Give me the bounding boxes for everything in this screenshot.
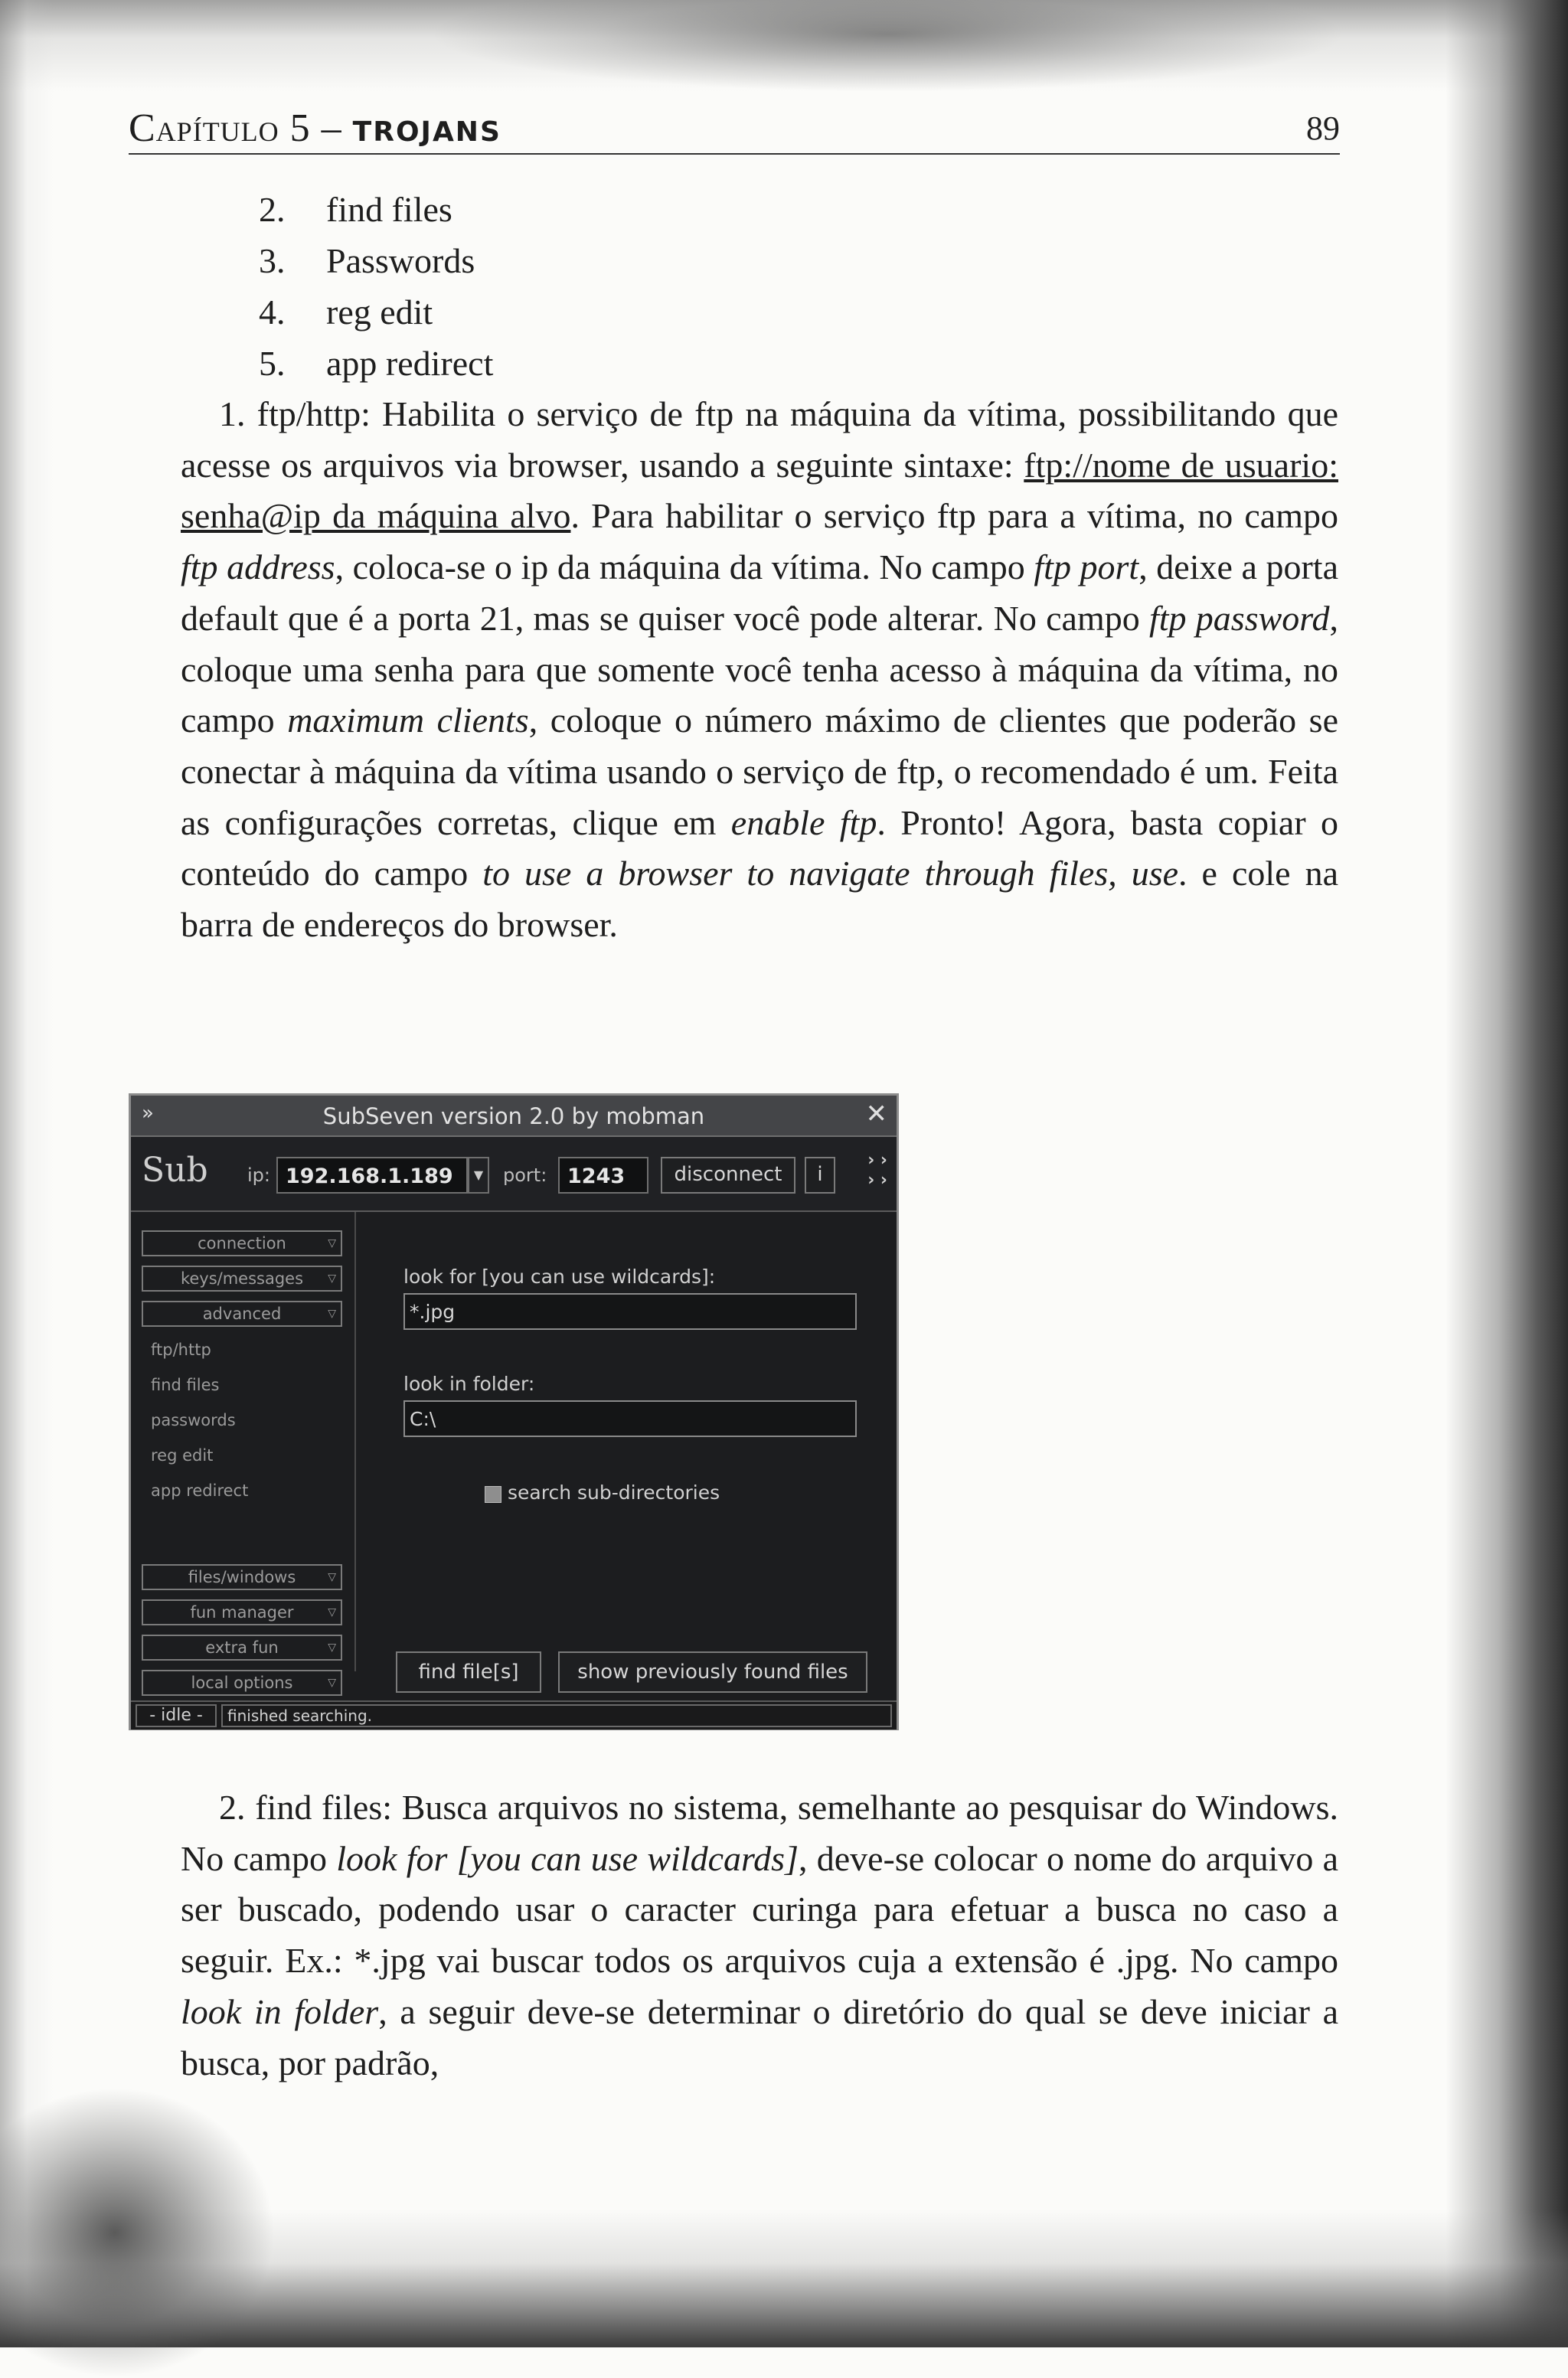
show-found-files-button[interactable]: show previously found files: [558, 1651, 867, 1693]
list-number: 2.: [259, 190, 286, 229]
sidebar-section-advanced[interactable]: advanced ▽: [142, 1301, 342, 1327]
chapter-prefix: Capítulo 5 –: [129, 106, 342, 150]
look-in-folder-label: look in folder:: [403, 1373, 535, 1395]
ip-input[interactable]: 192.168.1.189: [276, 1157, 468, 1194]
scan-shadow-right: [1446, 0, 1568, 2347]
running-header: [129, 106, 1340, 155]
port-label: port:: [503, 1165, 547, 1186]
paragraph-ftp-http: 1. ftp/http: Habilita o serviço de ftp na máquina da vítima, possibilitando que acesse os arquivos via browser, usando a seguinte sintaxe: ftp://nome de usuario: senha@ip da máquina alvo. Para habilitar o serviço ftp para a vítima, no campo ftp address, coloca-se o ip da máquina da vítima. No campo ftp port, deixe a porta default que é a porta 21, mas se quiser você pode alterar. No campo ftp password, coloque uma senha para que somente você tenha acesso à máquina da vítima, no campo maximum clients, coloque o número máximo de clientes que poderão se conectar à máquina da vítima usando o serviço de ftp, o recomendado é um. Feita as configurações corretas, clique em enable ftp. Pronto! Agora, basta copiar o conteúdo do campo to use a browser to navigate through files, use. e cole na barra de endereços do browser.: [181, 394, 1339, 945]
status-bar: [131, 1700, 897, 1730]
window-title: SubSeven version 2.0 by mobman: [322, 1103, 705, 1129]
scan-shadow-left: [0, 0, 54, 2347]
list-item: [259, 286, 493, 338]
page-number: 89: [1306, 109, 1340, 147]
port-input[interactable]: 1243: [558, 1157, 648, 1194]
info-button[interactable]: i: [805, 1157, 835, 1194]
look-for-input[interactable]: *.jpg: [403, 1293, 857, 1330]
sidebar-section-fun-manager[interactable]: fun manager ▽: [142, 1599, 342, 1625]
list-number: 3.: [259, 241, 286, 280]
ip-label: ip:: [247, 1165, 270, 1186]
connection-toolbar: [131, 1137, 897, 1212]
subseven-window: [129, 1093, 899, 1730]
status-message: finished searching.: [221, 1704, 892, 1727]
scan-smudge-top: [429, 0, 1348, 92]
sidebar-section-local-options[interactable]: local options ▽: [142, 1670, 342, 1696]
look-in-folder-input[interactable]: C:\: [403, 1400, 857, 1437]
sidebar-item-find-files[interactable]: find files: [151, 1376, 220, 1394]
chevron-icon[interactable]: »: [142, 1102, 154, 1125]
sidebar-item-passwords[interactable]: passwords: [151, 1411, 236, 1429]
status-idle: - idle -: [136, 1704, 217, 1727]
list-text: app redirect: [326, 344, 494, 383]
find-files-panel: [356, 1212, 897, 1684]
find-files-button[interactable]: find file[s]: [396, 1651, 541, 1693]
chapter-title: [129, 106, 501, 151]
list-text: find files: [326, 190, 452, 229]
sidebar-section-files-windows[interactable]: files/windows ▽: [142, 1564, 342, 1590]
disconnect-button[interactable]: disconnect: [661, 1157, 795, 1194]
scan-shadow-bottom: [0, 2210, 1568, 2347]
ftp-url: ftp://nome de usuario: senha@ip da máquina alvo: [181, 445, 1338, 536]
list-item: [259, 338, 493, 389]
list-number: 4.: [259, 292, 286, 332]
sidebar-section-keys-messages[interactable]: keys/messages ▽: [142, 1266, 342, 1292]
subseven-logo: Sub: [142, 1151, 208, 1190]
search-subdirectories-checkbox[interactable]: [485, 1486, 501, 1503]
window-titlebar: [131, 1096, 897, 1137]
list-item: [259, 184, 493, 235]
list-text: reg edit: [326, 292, 433, 332]
paragraph-find-files: 2. find files: Busca arquivos no sistema, semelhante ao pesquisar do Windows. No campo look for [you can use wildcards], deve-se colocar o nome do arquivo a ser buscado, podendo usar o caracter curinga para efetuar a busca no caso a seguir. Ex.: *.jpg vai buscar todos os arquivos cuja a extensão é .jpg. No campo look in folder, a seguir deve-se determinar o diretório do qual se deve iniciar a busca, por padrão,: [181, 1788, 1339, 2082]
look-for-label: look for [you can use wildcards]:: [403, 1266, 716, 1288]
sidebar-item-reg-edit[interactable]: reg edit: [151, 1446, 214, 1465]
sidebar-item-ftp-http[interactable]: ftp/http: [151, 1341, 211, 1359]
scan-smudge-bottom-left: [0, 2087, 276, 2378]
sidebar: [131, 1212, 356, 1692]
chevron-down-icon[interactable]: ▼: [468, 1157, 489, 1194]
list-text: Passwords: [326, 241, 475, 280]
list-number: 5.: [259, 344, 286, 383]
sidebar-section-connection[interactable]: connection ▽: [142, 1230, 342, 1256]
close-icon[interactable]: ✕: [865, 1099, 887, 1129]
search-subdirectories-label: search sub-directories: [508, 1481, 720, 1504]
sidebar-item-app-redirect[interactable]: app redirect: [151, 1481, 249, 1500]
chapter-name: TROJANS: [352, 116, 501, 148]
list-item: [259, 235, 493, 286]
sidebar-section-extra-fun[interactable]: extra fun ▽: [142, 1635, 342, 1661]
expand-icon[interactable]: › › › ›: [867, 1151, 887, 1190]
menu-list: [259, 184, 493, 389]
scan-shadow-top: [0, 0, 1568, 92]
